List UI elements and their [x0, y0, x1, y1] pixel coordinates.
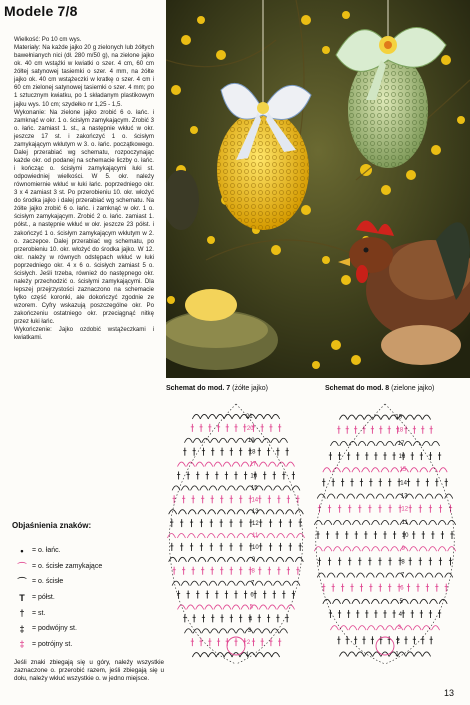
stitch-row	[169, 510, 304, 515]
row-number: 12	[401, 506, 409, 513]
stitch-row	[191, 424, 282, 432]
page-title: Modele 7/8	[4, 3, 78, 19]
diagram7-caption	[166, 385, 268, 392]
row-number: 2	[246, 640, 251, 647]
stitch-row	[318, 557, 452, 565]
legend	[14, 543, 154, 652]
instructions-text	[14, 36, 154, 342]
half-double-crochet-icon: T	[19, 592, 25, 603]
row-number: 7	[250, 580, 255, 587]
legend-label: = półst.	[32, 594, 55, 602]
legend-row	[14, 559, 154, 575]
stitch-row	[316, 531, 453, 539]
stitch-row	[191, 638, 282, 646]
footer-note: Jeśli znaki zbiegają się u góry, należy wszystkie zaznaczone o. przerobić razem, jeśli zbiegają się u dołu, należy wkłuć wszystkie o. w jedno miejsce.	[14, 659, 164, 683]
stitch-row	[170, 519, 302, 527]
legend-label: = o. łańc.	[32, 547, 61, 555]
stitch-row	[168, 534, 305, 539]
row-number: 8	[251, 568, 255, 575]
stitch-row	[314, 547, 455, 552]
single-crochet-icon: ⌒	[17, 577, 27, 588]
row-number: 3	[397, 625, 401, 632]
finishing-paragraph: Wykończenie: Jajko ozdobić wstążeczkami i kwiatkami.	[14, 326, 154, 342]
row-number: 4	[248, 616, 253, 623]
stitch-row	[330, 441, 439, 446]
legend-row	[14, 574, 154, 590]
crochet-chart-yellow-egg	[164, 398, 309, 668]
legend-label: = st.	[32, 609, 46, 617]
easter-eggs-photo	[166, 0, 470, 378]
row-number: 14	[400, 480, 407, 487]
row-number: 13	[400, 493, 408, 500]
materials-paragraph: Materiały: Na każde jajko 20 g zielonych lub żółtych bawełnianych nici (dł. 280 m/50 g), na zielone jajko ok. 40 cm wstążki w kwiatki o szer. 4 cm, 60 cm żółtej satynowej tasiemki o szer. 4 mm, na żółte jajko ok. 40 cm wstążeczki w kratkę o szer. 4 cm i 60 cm zielonej satynowej tasiemki o szer. 4 mm; po 1 sztucznym kwiatku, po 1 składanym plastikowym jajku wys. 10 cm; szydełko nr 1,25 - 1,5.	[14, 44, 154, 108]
row-number: 9	[251, 556, 256, 563]
legend-row	[14, 621, 154, 637]
diagram8-caption-rest: (zielone jajko)	[389, 385, 435, 392]
stitch-row	[172, 486, 300, 491]
row-number: 7	[400, 572, 405, 579]
stitch-row	[329, 610, 441, 618]
row-number: 17	[397, 440, 405, 447]
row-number: 21	[245, 413, 253, 420]
row-number: 13	[251, 509, 259, 516]
stitch-row	[339, 415, 430, 420]
execution-paragraph: Wykonanie: Na zielone jajko zrobić 6 o. łańc. i zamknąć w okr. 1 o. ścisłym zamykającym. Zrobić 3 o. łańc. zamiast 1. st., a następnie wkłuć w okr. jeszcze 17 st. i zakończyć 1 o. ścisłym zamykającym wkłutym w 3. o. łańc. początkowego. Dalej przerabiać wg schematu, rozpoczynając każde okr. od podanej na schemacie liczby o. łańc. i kończąc o. ścisłymi zamykającymi łuki st. odpowiedniej wielkości. W 5. okr. należy równomiernie wkłuć w łuki łańc. poprzedniego okr. 3 x 4 zamiast 3 st. Po przerobieniu 10. okr. włożyć do środka jajko i dalej przerabiać wg schematu. Na żółte jajko zrobić 6 o. łańc. i zamknąć w okr. 1 o. ścisłym zamykającym. Zrobić 2 o. łańc. zamiast 1. półst., a następnie wkłuć w okr. jeszcze 23 półst. i zakończyć 1 o. ścisłym zamykającym wkłutym w 2. o. zaczepce. Dalej przerabiać wg schematu, po przerobieniu 10. okr. włożyć do środka jajko. W 12. okr. należy w równych odstępach wkłuć w łuki poprzedniego okr. 4 x 6 o. ścisłych zamiast 5 o. ścisłych. Jeśli trzeba, również do następnego okr. należy przechodzić o. ścisłymi zamykającymi. Dla lepszej przejrzystości zaznaczono na schemacie tylko część koronki, ale dokończyć zgodnie ze wzorem. Cyfry wskazują poszczególne okr. Po zakończeniu ostatniego okr. przeciągnąć nitkę przez łuki łańc.	[14, 108, 154, 326]
legend-row	[14, 543, 154, 559]
stitch-row	[170, 543, 302, 551]
row-number: 11	[401, 519, 408, 526]
stitch-row	[173, 495, 300, 503]
row-number: 10	[401, 533, 409, 539]
stitch-row	[178, 462, 295, 467]
stitch-row	[330, 626, 439, 631]
row-number: 19	[395, 414, 403, 421]
stitch-row	[317, 573, 452, 578]
size-paragraph: Wielkość: Po 10 cm wys.	[14, 36, 82, 43]
stitch-row	[172, 581, 300, 586]
chick	[185, 289, 237, 321]
row-number: 6	[400, 585, 404, 592]
stitch-row	[339, 652, 430, 657]
row-number: 5	[399, 598, 403, 605]
legend-row	[14, 605, 154, 621]
diagram8-caption	[325, 385, 434, 392]
row-number: 15	[250, 485, 258, 492]
row-number: 20	[246, 425, 254, 432]
row-number: 18	[396, 427, 404, 434]
row-number: 12	[252, 521, 259, 528]
row-number: 9	[401, 546, 406, 553]
stitch-row	[323, 599, 447, 604]
diagram7-caption-rest: (żółte jajko)	[230, 385, 268, 392]
stitch-row	[329, 452, 441, 460]
diagram7-caption-bold: Schemat do mod. 7	[166, 385, 231, 392]
row-number: 8	[401, 559, 405, 566]
slip-stitch-closing-icon: ⌒	[17, 561, 27, 572]
stitch-row	[184, 629, 287, 634]
row-number: 18	[248, 449, 256, 456]
row-number: 4	[398, 611, 402, 618]
treble-crochet-icon: ‡	[19, 623, 25, 634]
legend-label: = potrójny st.	[32, 640, 73, 648]
stitch-row	[184, 438, 287, 443]
row-number: 1	[245, 652, 250, 659]
row-number: 11	[252, 533, 259, 539]
row-number: 6	[250, 592, 254, 599]
stitch-row	[314, 520, 455, 525]
row-number: 5	[249, 604, 253, 611]
legend-label: = o. ścisłe zamykające	[32, 562, 103, 570]
page-number: 13	[444, 688, 455, 698]
stitch-row	[318, 505, 452, 513]
stitch-row	[322, 584, 448, 592]
legend-label: = o. ścisłe	[32, 578, 64, 586]
stitch-row	[337, 636, 433, 644]
stitch-row	[183, 614, 289, 622]
row-number: 1	[395, 651, 399, 658]
stitch-row	[177, 591, 295, 599]
triple-treble-crochet-icon: ‡	[19, 639, 25, 650]
stitch-row	[337, 426, 433, 434]
legend-row	[14, 637, 154, 653]
legend-row	[14, 590, 154, 606]
legend-title: Objaśnienia znaków:	[12, 521, 92, 530]
stitch-row	[173, 567, 300, 575]
photo-illustration	[166, 0, 470, 378]
stitch-row	[317, 494, 452, 499]
row-number: 16	[250, 473, 258, 480]
row-number: 2	[396, 638, 400, 645]
double-crochet-icon: †	[19, 608, 25, 619]
stitch-row	[323, 468, 447, 473]
crochet-chart-green-egg	[310, 398, 460, 668]
row-number: 3	[247, 628, 252, 635]
stitch-row	[178, 605, 295, 610]
row-number: 17	[249, 461, 257, 468]
legend-label: = podwójny st.	[32, 625, 77, 633]
stitch-row	[183, 448, 289, 456]
diagram8-caption-bold: Schemat do mod. 8	[325, 385, 390, 392]
row-number: 15	[399, 467, 407, 474]
stitch-row	[192, 414, 279, 419]
row-number: 14	[251, 497, 259, 504]
stitch-row	[322, 478, 448, 486]
row-number: 10	[252, 544, 259, 551]
chain-stitch-icon: •	[20, 545, 24, 556]
stitch-row	[177, 471, 295, 479]
row-number: 19	[247, 437, 255, 444]
row-number: 16	[398, 454, 406, 461]
stitch-row	[169, 557, 304, 562]
